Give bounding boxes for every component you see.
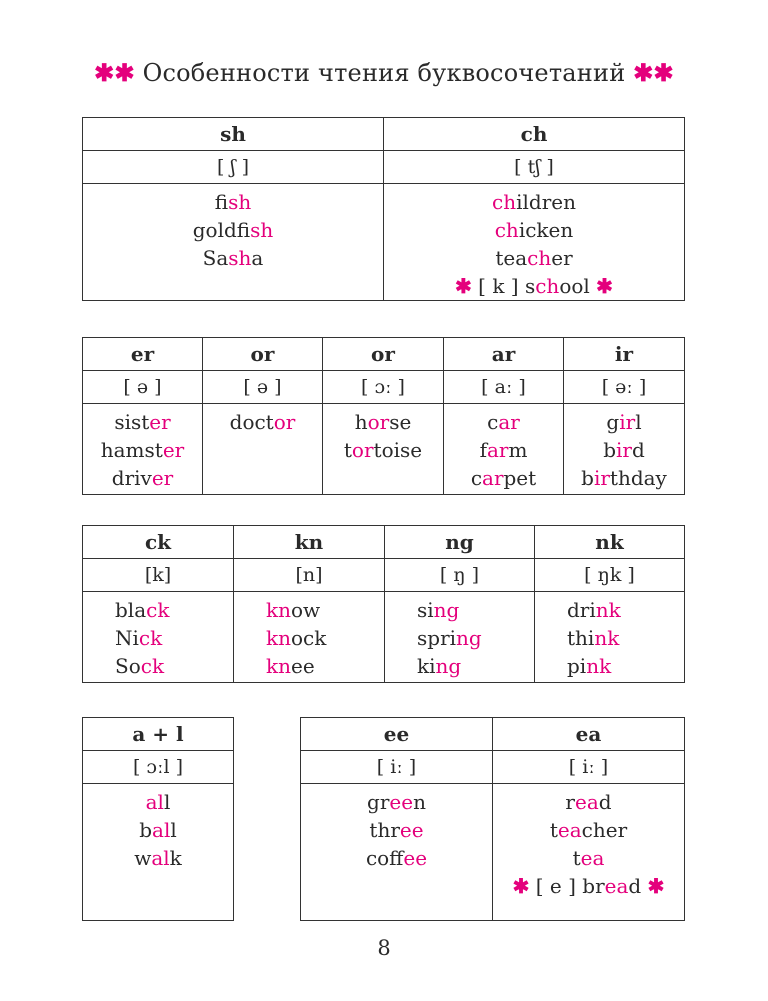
- phonetic-cell: [ ə ]: [203, 371, 323, 404]
- word: think: [567, 626, 620, 650]
- column-header: ck: [83, 526, 234, 559]
- table-ee-ea: [300, 717, 685, 921]
- table-words-row: [301, 784, 685, 921]
- star-right-icon: ✱✱: [633, 58, 674, 87]
- word: knock: [266, 626, 327, 650]
- word: sing: [417, 598, 460, 622]
- word: horse: [354, 410, 412, 434]
- table-sh-ch: [82, 117, 685, 301]
- phonetic-cell: [ ə ]: [83, 371, 203, 404]
- word: read: [565, 790, 612, 814]
- table-header-row: [83, 338, 685, 371]
- word: pink: [567, 654, 612, 678]
- column-header: ea: [493, 718, 685, 751]
- page-title-text: Особенности чтения буквосочетаний: [142, 59, 626, 87]
- word: walk: [134, 846, 182, 870]
- column-header: ng: [385, 526, 535, 559]
- phonetic-cell: [ ʃ ]: [83, 151, 384, 184]
- words-cell: [83, 404, 203, 495]
- word: green: [367, 790, 426, 814]
- table-er-or-ar-ir: [82, 337, 685, 495]
- column-header: ch: [384, 118, 685, 151]
- word: carpet: [470, 466, 537, 490]
- words-cell: [203, 404, 323, 495]
- word: coffee: [365, 846, 428, 870]
- table-header-row: [83, 718, 234, 751]
- words-cell: [535, 592, 685, 683]
- word: know: [266, 598, 321, 622]
- word: Nick: [115, 626, 163, 650]
- table-phonetic-row: [83, 559, 685, 592]
- table-phonetic-row: [83, 151, 685, 184]
- words-list: [384, 188, 684, 272]
- words-cell: [493, 784, 685, 921]
- word: fish: [214, 190, 252, 214]
- word: three: [369, 818, 424, 842]
- column-header: ar: [444, 338, 564, 371]
- star-left-icon: ✱✱: [94, 58, 135, 87]
- column-header: kn: [234, 526, 385, 559]
- word: sister: [114, 410, 171, 434]
- phonetic-cell: [ tʃ ]: [384, 151, 685, 184]
- word: knee: [266, 654, 315, 678]
- word: tea: [572, 846, 605, 870]
- word: doctor: [229, 410, 296, 434]
- words-cell: [384, 184, 685, 301]
- phonetic-cell: [ ŋ ]: [385, 559, 535, 592]
- word: king: [417, 654, 462, 678]
- phonetic-cell: [n]: [234, 559, 385, 592]
- star-icon: ✱: [512, 874, 530, 898]
- table-phonetic-row: [83, 371, 685, 404]
- page-title: [0, 58, 768, 87]
- word: drink: [567, 598, 621, 622]
- extra-word: ✱ [ k ] school ✱: [455, 274, 613, 298]
- words-cell: [323, 404, 444, 495]
- page-number: 8: [377, 936, 391, 960]
- words-cell: [83, 184, 384, 301]
- extra-word: ✱ [ e ] bread ✱: [512, 874, 665, 898]
- word: all: [145, 790, 171, 814]
- word: teacher: [495, 246, 573, 270]
- word: ball: [139, 818, 177, 842]
- word: Sasha: [202, 246, 264, 270]
- table-a-l: [82, 717, 234, 921]
- column-header: a + l: [83, 718, 234, 751]
- star-icon: ✱: [647, 874, 665, 898]
- words-cell: [564, 404, 685, 495]
- phonetic-cell: [k]: [83, 559, 234, 592]
- word: driver: [111, 466, 174, 490]
- words-cell: [83, 784, 234, 921]
- word: hamster: [100, 438, 185, 462]
- word: tortoise: [343, 438, 423, 462]
- word: car: [487, 410, 520, 434]
- word: teacher: [549, 818, 628, 842]
- column-header: or: [323, 338, 444, 371]
- column-header: sh: [83, 118, 384, 151]
- phonetic-cell: [ ŋk ]: [535, 559, 685, 592]
- table-phonetic-row: [301, 751, 685, 784]
- words-cell: [301, 784, 493, 921]
- word: farm: [479, 438, 528, 462]
- column-header: ee: [301, 718, 493, 751]
- phonetic-cell: [ aː ]: [444, 371, 564, 404]
- column-header: ir: [564, 338, 685, 371]
- column-header: er: [83, 338, 203, 371]
- table-header-row: [83, 118, 685, 151]
- table-phonetic-row: [83, 751, 234, 784]
- words-cell: [385, 592, 535, 683]
- table-header-row: [83, 526, 685, 559]
- table-words-row: [83, 184, 685, 301]
- phonetic-cell: [ əː ]: [564, 371, 685, 404]
- table-header-row: [301, 718, 685, 751]
- phonetic-cell: [ ɔːl ]: [83, 751, 234, 784]
- words-cell: [234, 592, 385, 683]
- phonetic-cell: [ iː ]: [301, 751, 493, 784]
- words-cell: [83, 592, 234, 683]
- word: goldfish: [192, 218, 274, 242]
- phonetic-cell: [ iː ]: [493, 751, 685, 784]
- word: Sock: [115, 654, 165, 678]
- words-list: [493, 788, 684, 872]
- column-header: nk: [535, 526, 685, 559]
- word: black: [115, 598, 170, 622]
- table-words-row: [83, 404, 685, 495]
- word: bird: [603, 438, 645, 462]
- word: girl: [606, 410, 642, 434]
- word: spring: [417, 626, 482, 650]
- column-header: or: [203, 338, 323, 371]
- star-icon: ✱: [596, 274, 613, 298]
- table-ck-kn-ng-nk: [82, 525, 685, 683]
- word: children: [492, 190, 576, 214]
- word: chicken: [494, 218, 574, 242]
- words-cell: [444, 404, 564, 495]
- star-icon: ✱: [455, 274, 472, 298]
- phonetic-cell: [ ɔː ]: [323, 371, 444, 404]
- table-words-row: [83, 592, 685, 683]
- table-words-row: [83, 784, 234, 921]
- word: birthday: [581, 466, 667, 490]
